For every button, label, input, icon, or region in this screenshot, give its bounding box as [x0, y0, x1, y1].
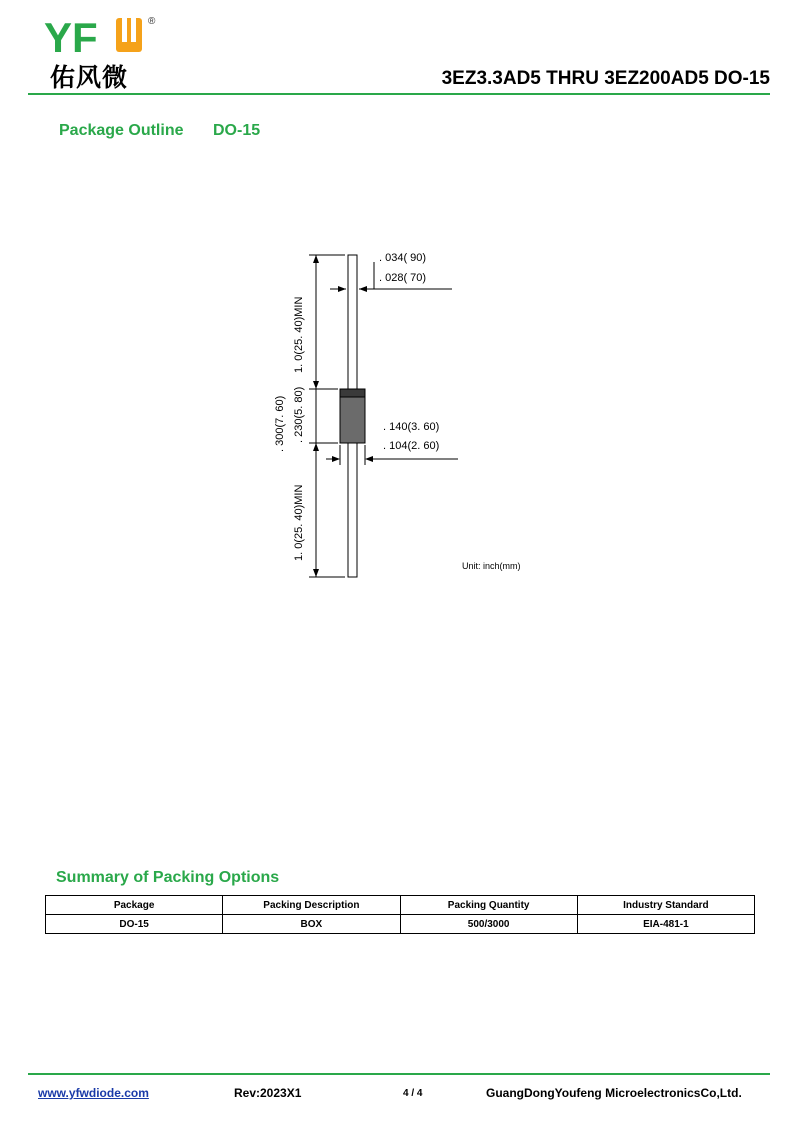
- website-link[interactable]: www.yfwdiode.com: [38, 1086, 149, 1100]
- packing-options-title: Summary of Packing Options: [56, 869, 280, 886]
- logo-latin-yf: YF: [44, 14, 98, 60]
- logo-chinese-name: 佑风微: [50, 64, 129, 92]
- lead-diameter-min: . 028( 70): [379, 272, 427, 284]
- cell-packing-description: BOX: [223, 915, 400, 934]
- package-outline-name: DO-15: [213, 122, 261, 139]
- cell-industry-standard: EIA-481-1: [577, 915, 754, 934]
- cell-packing-quantity: 500/3000: [400, 915, 577, 934]
- header-industry-standard: Industry Standard: [577, 896, 754, 915]
- company-name: GuangDongYoufeng MicroelectronicsCo,Ltd.: [486, 1086, 742, 1100]
- lead-diameter-max: . 034( 90): [379, 252, 427, 264]
- cathode-band: [340, 389, 365, 397]
- table-row: [46, 915, 755, 934]
- header-package: Package: [46, 896, 223, 915]
- body-length-min: . 230(5. 80): [293, 386, 305, 443]
- footer-divider: [28, 1073, 770, 1075]
- unit-note: Unit: inch(mm): [462, 561, 521, 571]
- top-lead: [348, 255, 357, 389]
- packing-options-table: [45, 895, 755, 934]
- package-outline-title: Package Outline: [59, 122, 184, 139]
- body-length-max: . 300(7. 60): [274, 395, 286, 452]
- body-diameter-max: . 140(3. 60): [383, 421, 440, 433]
- document-title: 3EZ3.3AD5 THRU 3EZ200AD5 DO-15: [441, 68, 770, 89]
- table-header-row: [46, 896, 755, 915]
- cell-package: DO-15: [46, 915, 223, 934]
- registered-mark: ®: [148, 16, 156, 27]
- bottom-lead: [348, 443, 357, 577]
- bottom-lead-length: 1. 0(25. 40)MIN: [293, 484, 305, 561]
- revision-label: Rev:2023X1: [234, 1086, 302, 1100]
- top-lead-length: 1. 0(25. 40)MIN: [293, 296, 305, 373]
- body-diameter-min: . 104(2. 60): [383, 440, 440, 452]
- header-packing-quantity: Packing Quantity: [400, 896, 577, 915]
- header-packing-description: Packing Description: [223, 896, 400, 915]
- page-number: 4 / 4: [403, 1088, 423, 1099]
